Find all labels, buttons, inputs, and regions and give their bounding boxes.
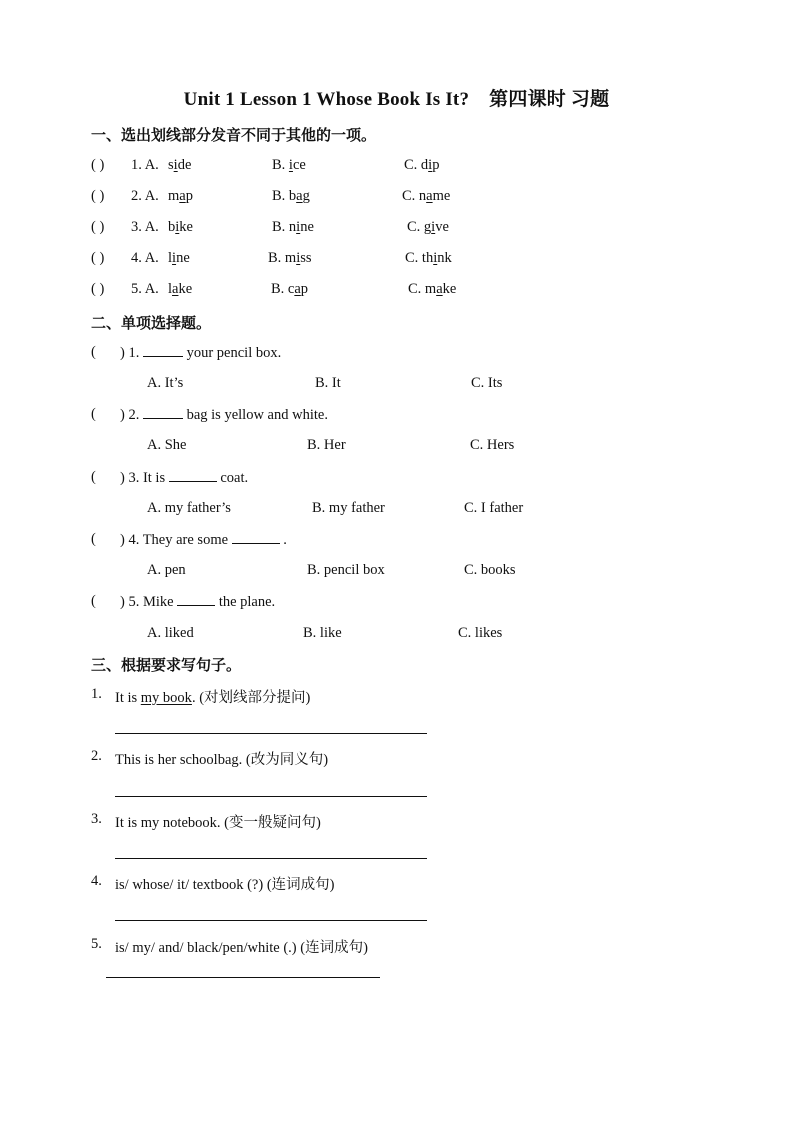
- question-number: 5. A.: [131, 281, 159, 297]
- option-c-word: [408, 281, 456, 297]
- option-b: [271, 281, 308, 298]
- option-b: B. like: [303, 625, 342, 641]
- title-english: Unit 1 Lesson 1 Whose Book Is It?: [183, 89, 470, 110]
- option-c-word-pre: C. g: [407, 219, 432, 235]
- answer-bracket: (: [91, 531, 96, 547]
- option-c: [408, 281, 456, 298]
- option-b-word-post: ss: [300, 250, 312, 266]
- answer-bracket: ( ): [91, 250, 105, 266]
- option-a-word: [168, 188, 193, 204]
- option-b-word-underlined: i: [296, 219, 301, 235]
- answer-line: [115, 858, 427, 859]
- answer-bracket: (: [91, 469, 96, 485]
- option-c-word: [405, 250, 452, 266]
- item-prompt: [115, 873, 334, 894]
- stem-number: ) 5. Mike: [120, 594, 178, 610]
- option-a-word-post: ke: [179, 219, 193, 235]
- option-c-word-underlined: a: [436, 281, 443, 297]
- option-b-word-post: g: [302, 188, 310, 204]
- option-c-word-underlined: a: [426, 188, 433, 204]
- option-c: C. I father: [464, 500, 524, 516]
- stem-text: bag is yellow and white.: [182, 407, 328, 423]
- question-stem: [120, 406, 328, 424]
- item-prompt: [115, 936, 368, 957]
- option-a-word-underlined: a: [179, 188, 186, 204]
- stem-number: ) 3. It is: [120, 470, 169, 486]
- option-a: [168, 157, 191, 174]
- option-c-word-pre: C. m: [408, 281, 437, 297]
- option-b-word-post: ce: [292, 157, 306, 173]
- option-a: [168, 281, 192, 298]
- option-b-word-post: p: [300, 281, 309, 297]
- option-b: B. It: [315, 375, 341, 391]
- fill-blank: [232, 531, 280, 544]
- option-c-word-post: me: [432, 188, 451, 204]
- option-a: A. my father’s: [147, 500, 231, 516]
- option-a-word-post: ne: [176, 250, 190, 266]
- option-a: [168, 219, 193, 236]
- option-a-word-underlined: a: [172, 281, 179, 297]
- option-b: B. my father: [312, 500, 385, 516]
- fill-blank: [143, 344, 183, 357]
- option-a-word-pre: l: [168, 281, 173, 297]
- option-c-word: [402, 188, 450, 204]
- option-c-word-post: p: [432, 157, 440, 173]
- prompt-text: This is her schoolbag. (改为同义句): [115, 752, 329, 768]
- option-c: [404, 157, 439, 174]
- option-a: [168, 250, 190, 267]
- option-b-word-pre: B. c: [271, 281, 295, 297]
- item-prompt: [115, 748, 328, 769]
- question-stem: [120, 344, 281, 362]
- option-b-word-post: ne: [300, 219, 314, 235]
- section-1-heading: 一、选出划线部分发音不同于其他的一项。: [91, 128, 377, 144]
- option-b: [272, 219, 314, 236]
- option-a: [168, 188, 193, 205]
- answer-bracket: (: [91, 593, 96, 609]
- stem-number: ) 1.: [120, 345, 143, 361]
- option-c: C. likes: [458, 625, 503, 641]
- stem-text: the plane.: [215, 594, 276, 610]
- prompt-text: It is my notebook. (变一般疑问句): [115, 815, 321, 831]
- option-c-word-pre: C. d: [404, 157, 429, 173]
- option-a-word-pre: s: [168, 157, 174, 173]
- option-a-word-underlined: i: [172, 250, 177, 266]
- option-a-word-post: p: [185, 188, 193, 204]
- item-number: 2.: [91, 748, 102, 764]
- option-c: [405, 250, 452, 267]
- option-b: [272, 157, 306, 174]
- option-b: [272, 188, 310, 205]
- answer-bracket: (: [91, 344, 96, 360]
- option-a-word-post: ke: [178, 281, 193, 297]
- option-c-word-underlined: i: [431, 219, 436, 235]
- question-stem: [120, 593, 275, 611]
- option-b-word-pre: B. b: [272, 188, 297, 204]
- item-number: 4.: [91, 873, 102, 889]
- option-b-word: [272, 157, 306, 173]
- answer-bracket: ( ): [91, 157, 105, 173]
- option-c-word-pre: C. n: [402, 188, 427, 204]
- option-c-word: [407, 219, 449, 235]
- stem-text: .: [279, 532, 287, 548]
- prompt-text: is/ my/ and/ black/pen/white (.) (连词成句): [115, 940, 368, 956]
- option-a-word-post: de: [177, 157, 192, 173]
- option-b: [268, 250, 312, 267]
- option-b-word: [271, 281, 308, 297]
- option-b-word-underlined: a: [294, 281, 301, 297]
- option-a-word-pre: m: [168, 188, 180, 204]
- option-a-word-pre: l: [168, 250, 173, 266]
- option-b: B. Her: [307, 437, 346, 453]
- option-c-word-underlined: i: [433, 250, 438, 266]
- section-2-heading: 二、单项选择题。: [91, 316, 212, 332]
- option-a: A. pen: [147, 562, 186, 578]
- option-a-word: [168, 250, 190, 266]
- option-a: A. It’s: [147, 375, 184, 391]
- page-title: [0, 84, 793, 111]
- option-b-word-pre: B. m: [268, 250, 297, 266]
- option-b-word-underlined: i: [288, 157, 293, 173]
- option-a-word: [168, 219, 193, 235]
- question-number: 4. A.: [131, 250, 159, 266]
- fill-blank: [177, 593, 215, 606]
- item-number: 5.: [91, 936, 102, 952]
- option-c: C. Its: [471, 375, 503, 391]
- question-stem: [120, 531, 287, 549]
- option-c: C. books: [464, 562, 516, 578]
- option-c: [402, 188, 450, 205]
- option-b-word: [272, 188, 310, 204]
- option-a-word: [168, 281, 192, 297]
- item-prompt: [115, 811, 321, 832]
- option-b-word: [272, 219, 314, 235]
- question-number: 2. A.: [131, 188, 159, 204]
- title-chinese: 第四课时 习题: [489, 89, 610, 110]
- answer-bracket: (: [91, 406, 96, 422]
- option-a-word-underlined: i: [173, 157, 178, 173]
- option-b-word-pre: B.: [272, 157, 289, 173]
- option-c-word-pre: C. th: [405, 250, 434, 266]
- section-3-heading: 三、根据要求写句子。: [91, 658, 242, 674]
- answer-bracket: ( ): [91, 188, 105, 204]
- option-c: [407, 219, 449, 236]
- item-number: 3.: [91, 811, 102, 827]
- answer-bracket: ( ): [91, 281, 105, 297]
- option-c-word-underlined: i: [428, 157, 433, 173]
- option-b: B. pencil box: [307, 562, 385, 578]
- option-c-word-post: nk: [437, 250, 452, 266]
- option-b-word: [268, 250, 312, 266]
- prompt-text: is/ whose/ it/ textbook (?) (连词成句): [115, 877, 335, 893]
- prompt-instruction: . (对划线部分提问): [191, 690, 311, 706]
- question-number: 3. A.: [131, 219, 159, 235]
- option-c-word-post: ve: [435, 219, 449, 235]
- option-a: A. liked: [147, 625, 194, 641]
- option-c-word: [404, 157, 439, 173]
- option-c: C. Hers: [470, 437, 515, 453]
- option-a: A. She: [147, 437, 187, 453]
- fill-blank: [169, 469, 217, 482]
- option-a-word-underlined: i: [175, 219, 180, 235]
- answer-line: [106, 977, 380, 978]
- item-number: 1.: [91, 686, 102, 702]
- question-number: 1. A.: [131, 157, 159, 173]
- option-a-word: [168, 157, 191, 173]
- item-prompt: [115, 686, 310, 707]
- answer-line: [115, 796, 427, 797]
- stem-number: ) 4. They are some: [120, 532, 232, 548]
- underlined-phrase: my book: [140, 690, 192, 706]
- option-b-word-underlined: a: [296, 188, 303, 204]
- stem-number: ) 2.: [120, 407, 143, 423]
- option-c-word-post: ke: [442, 281, 457, 297]
- answer-line: [115, 733, 427, 734]
- question-stem: [120, 469, 248, 487]
- answer-line: [115, 920, 427, 921]
- option-a-word-pre: b: [168, 219, 176, 235]
- prompt-text: It is: [115, 690, 141, 706]
- fill-blank: [143, 406, 183, 419]
- option-b-word-pre: B. n: [272, 219, 297, 235]
- stem-text: your pencil box.: [182, 345, 282, 361]
- stem-text: coat.: [216, 470, 249, 486]
- option-b-word-underlined: i: [296, 250, 301, 266]
- answer-bracket: ( ): [91, 219, 105, 235]
